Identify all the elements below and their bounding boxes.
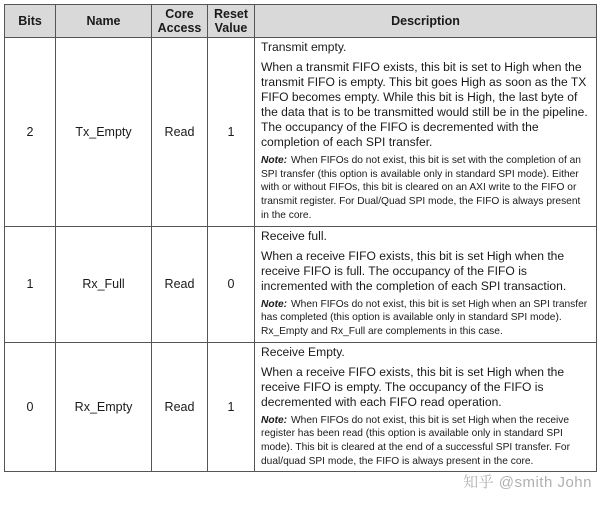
table-header-row [5, 5, 597, 38]
description-note [261, 414, 590, 469]
cell-name: Tx_Empty [56, 38, 152, 227]
cell-bits: 2 [5, 38, 56, 227]
cell-description [255, 38, 597, 227]
note-label: Note: [261, 155, 288, 166]
description-body: When a transmit FIFO exists, this bit is set to High when the transmit FIFO is empty. This bit goes High as soon as the TX FIFO becomes empty. While this bit is High, the last byte of the data that is to be transmitted would still be in the pipeline. The occupancy of the FIFO is decremented with the completion of each SPI transfer. [261, 60, 588, 149]
header-reset-value: Reset Value [208, 5, 255, 38]
table-row [5, 226, 597, 342]
description-body: When a receive FIFO exists, this bit is set High when the receive FIFO is empty. The occupancy of the FIFO is decremented with each FIFO read operation. [261, 364, 565, 409]
cell-name: Rx_Full [56, 226, 152, 342]
note-text: When FIFOs do not exist, this bit is set High when the receive register has been read (this option is available only in standard SPI mode). This bit is cleared at the end of a successful SPI transfer. For dual/quad SPI mode, the FIFO is always present in the core. [261, 414, 570, 467]
table-row [5, 342, 597, 472]
cell-access: Read [152, 226, 208, 342]
table-row [5, 38, 597, 227]
description-title: Receive Empty. [261, 344, 345, 359]
cell-bits: 1 [5, 226, 56, 342]
cell-reset: 0 [208, 226, 255, 342]
header-description: Description [255, 5, 597, 38]
header-name: Name [56, 5, 152, 38]
header-core-access: Core Access [152, 5, 208, 38]
cell-description [255, 226, 597, 342]
note-text: When FIFOs do not exist, this bit is set High when an SPI transfer has completed (this option is available only in standard SPI mode). Rx_Empty and Rx_Full are complements in this case. [261, 298, 588, 337]
note-label: Note: [261, 298, 288, 310]
cell-reset: 1 [208, 342, 255, 472]
cell-access: Read [152, 38, 208, 227]
watermark: 知乎 @smith John [463, 474, 592, 491]
cell-bits: 0 [5, 342, 56, 472]
description-title: Receive full. [261, 228, 327, 243]
note-label: Note: [261, 414, 288, 426]
header-bits: Bits [5, 5, 56, 38]
cell-reset: 1 [208, 38, 255, 227]
description-note [261, 154, 590, 223]
description-body: When a receive FIFO exists, this bit is set High when the receive FIFO is full. The occupancy of the FIFO is incremented with the completion of each SPI transaction. [261, 248, 567, 293]
cell-name: Rx_Empty [56, 342, 152, 472]
register-bit-table [4, 4, 597, 472]
description-title: Transmit empty. [261, 40, 347, 54]
cell-access: Read [152, 342, 208, 472]
description-note [261, 298, 590, 339]
cell-description [255, 342, 597, 472]
note-text: When FIFOs do not exist, this bit is set with the completion of an SPI transfer (this option is available only in standard SPI mode). Either with or without FIFOs, this bit is cleared on an AXI write to the FIFO or transmit register. For Dual/Quad SPI mode, the FIFO is always present in the core. [261, 155, 581, 221]
